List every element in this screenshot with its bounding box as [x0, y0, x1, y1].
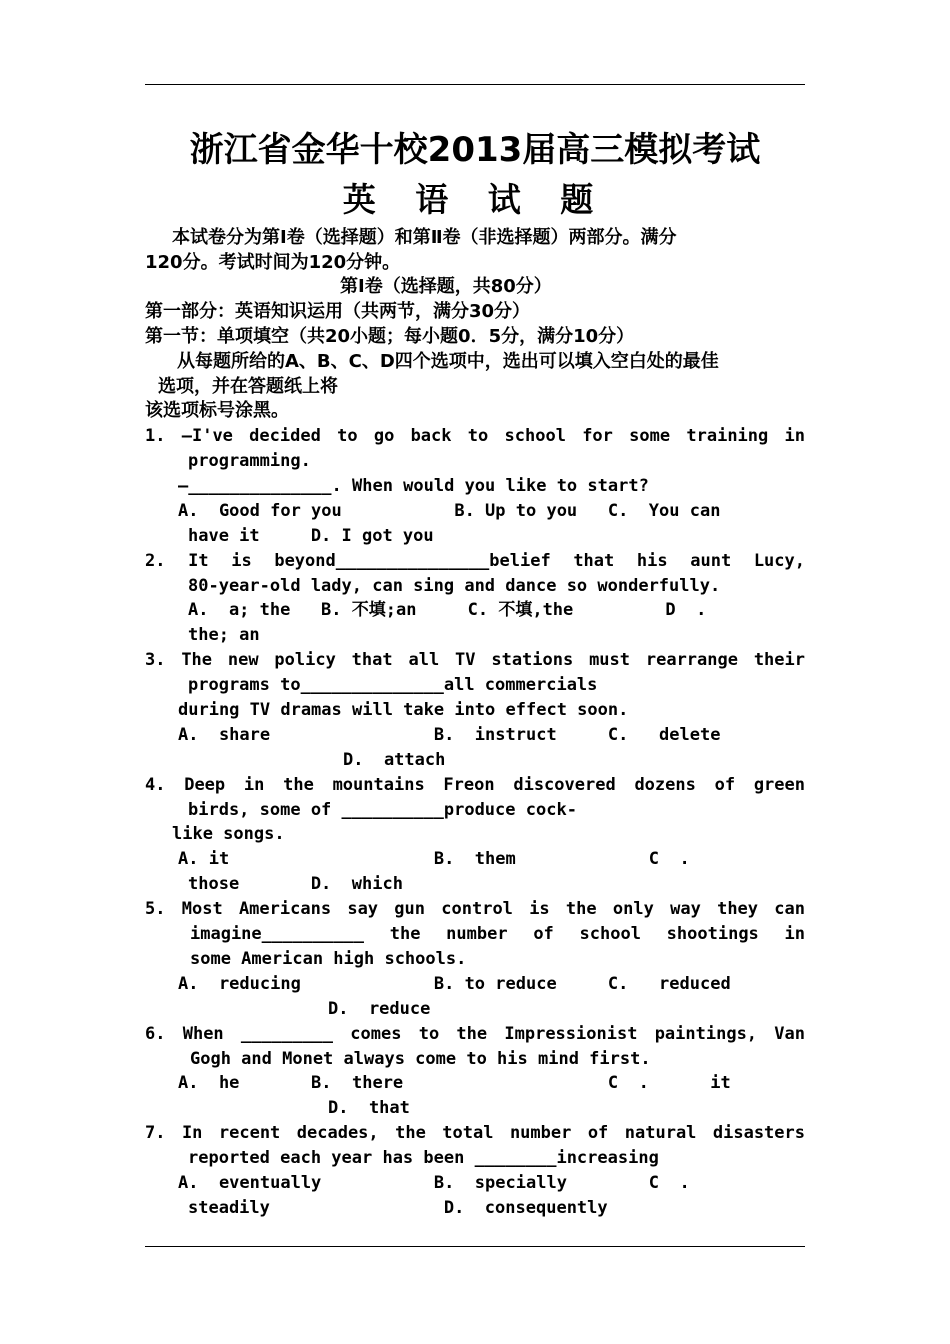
question-2-stem: 2. It is beyond_______________belief that his aunt Lucy,: [145, 551, 805, 571]
exam-subtitle: 英 语 试 题: [342, 180, 608, 219]
question-4-options-cont: those D. which: [188, 874, 403, 894]
question-7-stem-cont: reported each year has been ________increasing: [188, 1148, 659, 1168]
question-3-stem: 3. The new policy that all TV stations must rearrange their: [145, 650, 805, 670]
question-6-options: A. he B. there C . it: [178, 1073, 731, 1093]
header-rule: [145, 84, 805, 85]
question-5-stem-cont-2: some American high schools.: [190, 949, 467, 969]
intro-line-1: 本试卷分为第Ⅰ卷（选择题）和第Ⅱ卷（非选择题）两部分。满分: [172, 227, 677, 248]
footer-rule: [145, 1246, 805, 1247]
question-1-stem-cont: programming.: [188, 451, 311, 471]
question-3-stem-cont-2: during TV dramas will take into effect soon.: [178, 700, 629, 720]
question-6-options-cont: D. that: [328, 1098, 410, 1118]
question-4-options: A. it B. them C .: [178, 849, 690, 869]
question-5-options: A. reducing B. to reduce C. reduced: [178, 974, 731, 994]
question-5-options-cont: D. reduce: [328, 999, 431, 1019]
question-1-stem: 1. —I've decided to go back to school for some training in: [145, 426, 805, 446]
question-6-stem-cont: Gogh and Monet always come to his mind first.: [190, 1049, 651, 1069]
part-title: 第一部分：英语知识运用（共两节，满分30分）: [145, 301, 531, 322]
question-2-stem-cont: 80-year-old lady, can sing and dance so wonderfully.: [188, 576, 721, 596]
question-1-dialogue: —______________. When would you like to start?: [178, 476, 649, 496]
question-4-stem-cont-2: like songs.: [172, 824, 285, 844]
instruction-line-1: 从每题所给的A、B、C、D四个选项中，选出可以填入空白处的最佳: [177, 351, 719, 372]
question-4-stem-cont: birds, some of __________produce cock-: [188, 800, 577, 820]
question-3-stem-cont: programs to______________all commercials: [188, 675, 598, 695]
instruction-line-2: 选项，并在答题纸上将: [158, 376, 338, 397]
volume-title: 第Ⅰ卷（选择题，共80分）: [340, 276, 552, 297]
question-3-options: A. share B. instruct C. delete: [178, 725, 721, 745]
question-6-stem: 6. When _________ comes to the Impressionist paintings, Van: [145, 1024, 805, 1044]
instruction-line-3: 该选项标号涂黑。: [145, 400, 289, 421]
question-4-stem: 4. Deep in the mountains Freon discovered dozens of green: [145, 775, 805, 795]
intro-line-2: 120分。考试时间为120分钟。: [145, 252, 401, 273]
question-7-options-cont: steadily D. consequently: [188, 1198, 608, 1218]
question-7-stem: 7. In recent decades, the total number of natural disasters: [145, 1123, 805, 1143]
question-1-options: A. Good for you B. Up to you C. You can: [178, 501, 721, 521]
question-1-options-cont: have it D. I got you: [188, 526, 434, 546]
question-5-stem-cont: imagine__________ the number of school shootings in: [190, 924, 805, 944]
question-2-options: A. a; the B. 不填;an C. 不填,the D .: [188, 600, 707, 620]
question-5-stem: 5. Most Americans say gun control is the only way they can: [145, 899, 805, 919]
question-7-options: A. eventually B. specially C .: [178, 1173, 690, 1193]
question-2-options-cont: the; an: [188, 625, 260, 645]
question-3-options-cont: D. attach: [343, 750, 446, 770]
section-title: 第一节：单项填空（共20小题；每小题0．5分，满分10分）: [145, 326, 635, 347]
exam-title: 浙江省金华十校2013届高三模拟考试: [189, 130, 761, 170]
